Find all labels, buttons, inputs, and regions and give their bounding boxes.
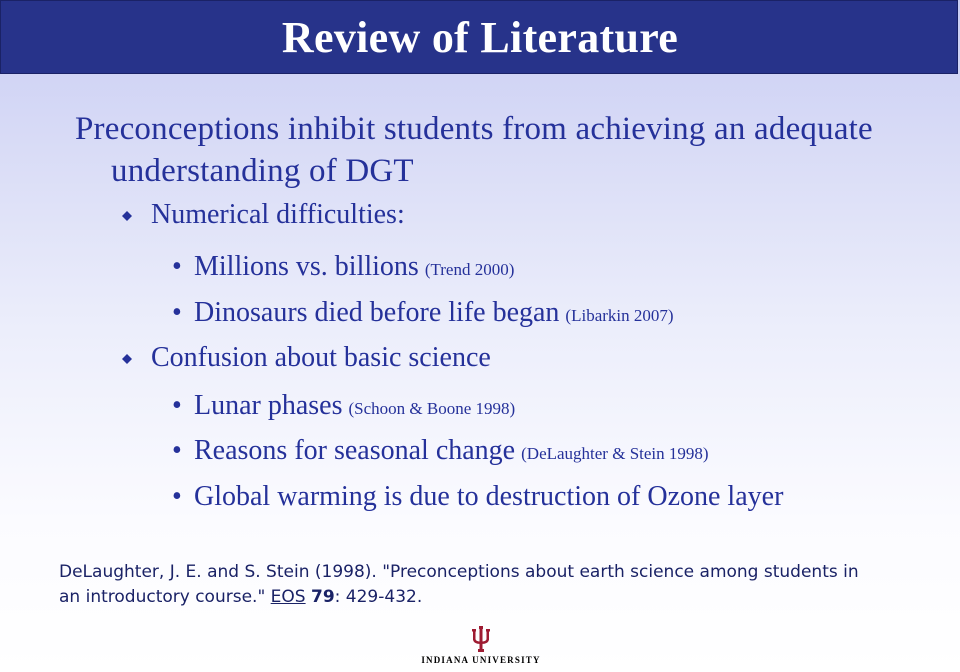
bullet-icon: • [172, 251, 182, 282]
item-text: Global warming is due to destruction of Ozone layer [194, 481, 784, 512]
item-citation: (Schoon & Boone 1998) [348, 399, 516, 418]
institution-name: INDIANA UNIVERSITY [421, 655, 541, 665]
section-label: Confusion about basic science [151, 342, 491, 373]
item-citation: (Libarkin 2007) [565, 306, 674, 325]
item-citation: (Trend 2000) [424, 260, 515, 279]
item-citation: (DeLaughter & Stein 1998) [521, 444, 709, 463]
item-text: Millions vs. billions [194, 251, 419, 282]
bullet-icon: • [172, 390, 182, 421]
reference-prefix: DeLaughter, J. E. and S. Stein (1998). "Preconceptions about earth science among students in an introductory course." [59, 562, 859, 607]
list-item [172, 250, 514, 287]
diamond-bullet-icon [122, 211, 132, 221]
diamond-bullet-icon [122, 354, 132, 364]
list-item [172, 389, 515, 426]
list-item [172, 434, 709, 471]
indiana-university-logo [420, 624, 542, 668]
reference-citation [59, 560, 879, 610]
slide-title: Review of Literature [281, 13, 679, 62]
bullet-icon: • [172, 435, 182, 466]
trident-icon [472, 626, 490, 652]
section-label: Numerical difficulties: [151, 199, 405, 230]
reference-pages: : 429-432. [334, 587, 423, 607]
main-point: Preconceptions inhibit students from achieving an adequate understanding of DGT [75, 111, 873, 189]
list-item [172, 480, 789, 517]
bullet-icon: • [172, 481, 182, 512]
bullet-icon: • [172, 297, 182, 328]
item-text: Lunar phases [194, 390, 343, 421]
item-text: Reasons for seasonal change [194, 435, 516, 466]
list-item [172, 296, 674, 333]
reference-journal: EOS [270, 587, 306, 607]
item-text: Dinosaurs died before life began [194, 297, 560, 328]
reference-volume: 79 [311, 587, 335, 607]
